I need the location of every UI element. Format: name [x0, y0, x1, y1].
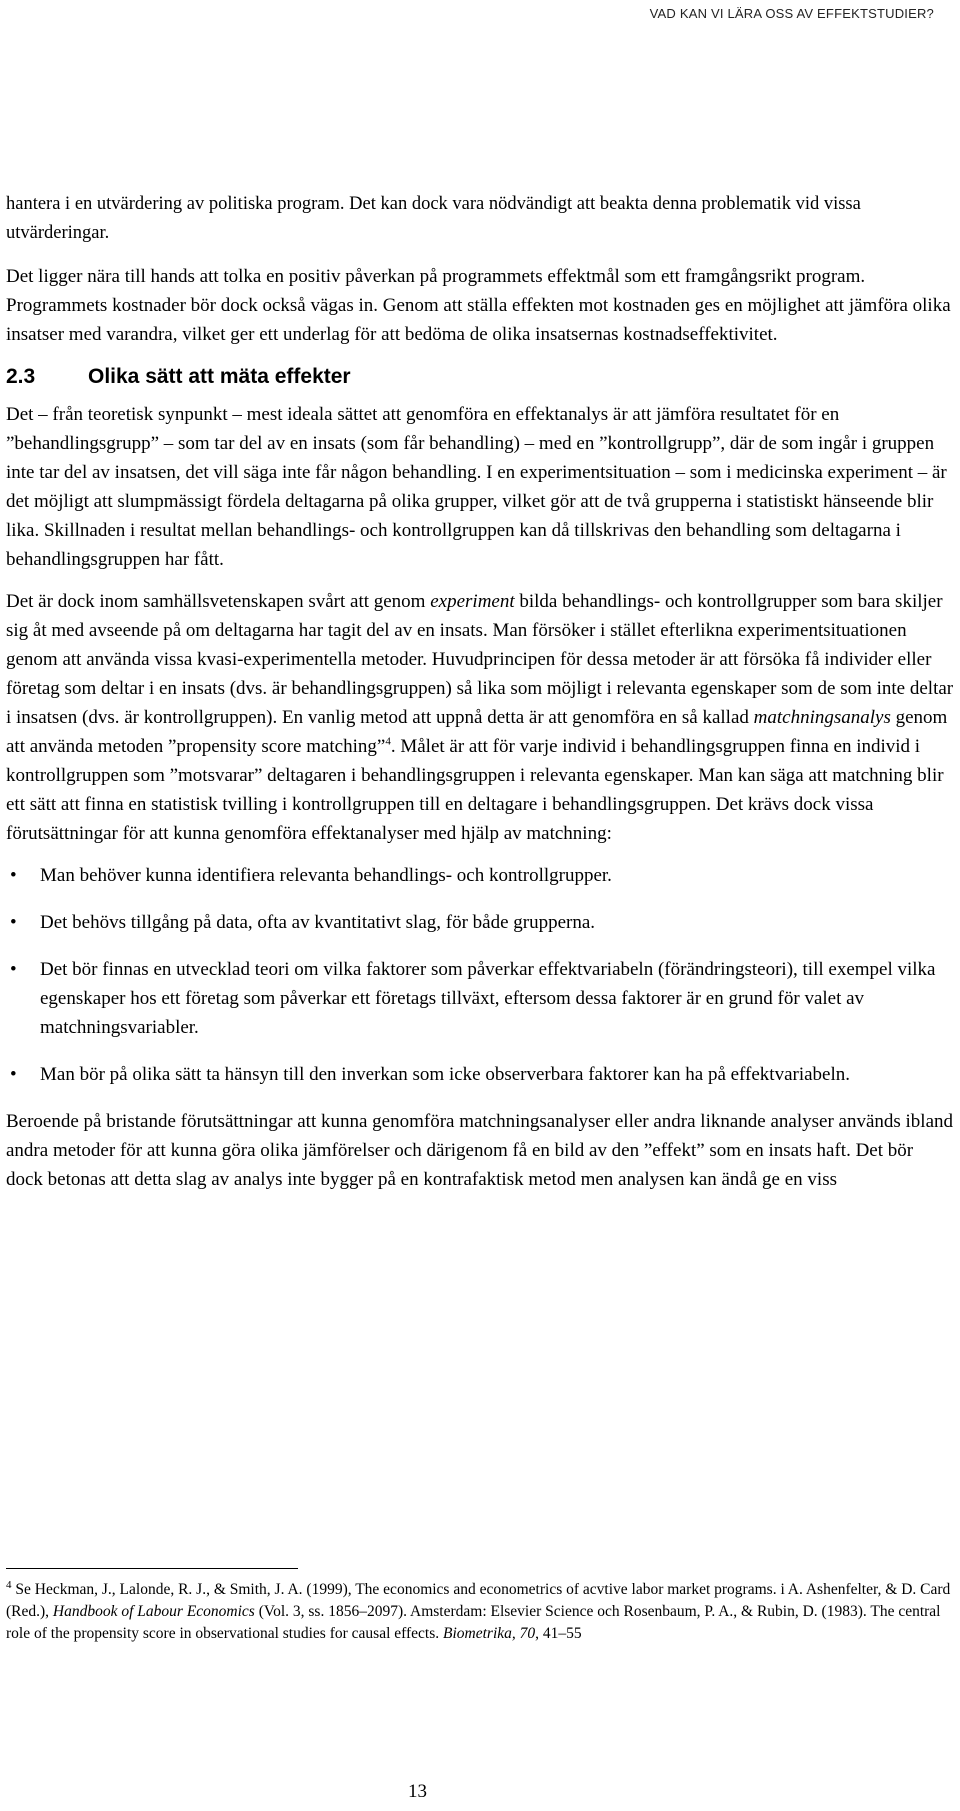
body-text: [6, 190, 954, 1207]
emphasis-experiment: experiment: [430, 591, 515, 612]
footnote-marker: 4: [6, 1578, 12, 1591]
bullet-icon: •: [10, 865, 17, 886]
footnote-reference[interactable]: 4: [385, 735, 391, 748]
paragraph-continuation: hantera i en utvärdering av politiska program. Det kan dock vara nödvändigt att beakta denna problematik vid vissa utvärderingar.: [6, 194, 861, 243]
paragraph-ideal-method: Det – från teoretisk synpunkt – mest ideala sättet att genomföra en effektanalys är att jämföra resultatet för en ”behandlingsgrupp” – som tar del av en insats (som får behandling) – med en ”kontrollgrupp”, där de som ingår i gruppen inte tar del av insatsen, det vill säga inte får någon behandling. I en experimentsituation – som i medicinska experiment – är det möjligt att slumpmässigt fördela deltagarna på olika grupper, vilket gör att de två grupperna i statistiskt hänseende blir lika. Skillnaden i resultat mellan behandlings- och kontrollgruppen kan då tillskrivas den behandling som deltagarna i behandlingsgruppen har fått.: [6, 404, 947, 570]
footnote-title-handbook: Handbook of Labour Economics: [52, 1603, 255, 1620]
section-number: 2.3: [6, 365, 36, 388]
footnote-divider: [6, 1568, 298, 1569]
bullet-list: [6, 861, 954, 1089]
bullet-icon: •: [10, 959, 17, 980]
bullet-icon: •: [10, 912, 17, 933]
list-item: • Man behöver kunna identifiera relevanta behandlings- och kontrollgrupper.: [6, 861, 954, 890]
paragraph-quasi-experimental: Det är dock inom samhällsvetenskapen svårt att genom experiment bilda behandlings- och kontrollgrupper som bara skiljer sig åt med avseende på om deltagarna har tagit del av en insats. Man försöker i stället efterlikna experimentsituationen genom att använda vissa kvasi-experimentella metoder. Huvudprincipen för dessa metoder är att försöka få individer eller företag som deltar i en insats (dvs. är behandlingsgruppen) så lika som möjligt i relevanta egenskaper som de som inte deltar i insatsen (dvs. är kontrollgruppen). En vanlig metod att uppnå detta är att genomföra en så kallad matchningsanalys genom att använda metoden ”propensity score matching”$^4$. Målet är att för varje individ i behandlingsgruppen finna en individ i kontrollgruppen som ”motsvarar” deltagaren i behandlingsgruppen i relevanta egenskaper. Man kan säga att matchning blir ett sätt att finna en statistisk tvilling i kontrollgruppen till en deltagare i behandlingsgruppen. Det krävs dock vissa förutsättningar för att kunna genomföra effektanalyser med hjälp av matchning:: [6, 591, 954, 844]
list-item: • Det bör finnas en utvecklad teori om vilka faktorer som påverkar effektvariabeln (förändringsteori), till exempel vilka egenskaper hos ett företag som påverkar ett företags tillväxt, eftersom dessa faktorer är en grund för valet av matchningsvariabler.: [6, 955, 954, 1042]
list-item: • Det behövs tillgång på data, ofta av kvantitativt slag, för både grupperna.: [6, 908, 954, 937]
emphasis-matchningsanalys: matchningsanalys: [753, 707, 891, 728]
section-title: Olika sätt att mäta effekter: [88, 365, 351, 388]
section-heading: [6, 363, 954, 391]
page-number: 13: [408, 1781, 427, 1802]
footnote: $^4$ Se Heckman, J., Lalonde, R. J., & Smith, J. A. (1999), The economics and econometrics of acvtive labor market programs. i A. Ashenfelter, & D. Card (Red.), Handbook of Labour Economics (Vol. 3, ss. 1856–2097). Amsterdam: Elsevier Science och Rosenbaum, P. A., & Rubin, D. (1983). The central role of the propensity score in observational studies for causal effects. Biometrika, 70, 41–55: [6, 1578, 951, 1642]
paragraph-alternative-methods: Beroende på bristande förutsättningar att kunna genomföra matchningsanalyser eller andra liknande analyser används ibland andra metoder för att kunna göra olika jämförelser och därigenom få en bild av den ”effekt” som en insats haft. Det bör dock betonas att detta slag av analys inte bygger på en kontrafaktisk metod men analysen kan ändå ge en viss: [6, 1111, 954, 1190]
running-header: VAD KAN VI LÄRA OSS AV EFFEKTSTUDIER?: [649, 6, 934, 21]
list-item: • Man bör på olika sätt ta hänsyn till den inverkan som icke observerbara faktorer kan ha på effektvariabeln.: [6, 1060, 954, 1089]
footnote-journal: Biometrika, 70: [443, 1625, 536, 1642]
paragraph-cost-effectiveness: Det ligger nära till hands att tolka en positiv påverkan på programmets effektmål som ett framgångsrikt program. Programmets kostnader bör dock också vägas in. Genom att ställa effekten mot kostnaden ges en möjlighet att jämföra olika insatser med varandra, vilket ger ett underlag för att bedöma de olika insatsernas kostnadseffektivitet.: [6, 266, 951, 345]
bullet-icon: •: [10, 1064, 17, 1085]
